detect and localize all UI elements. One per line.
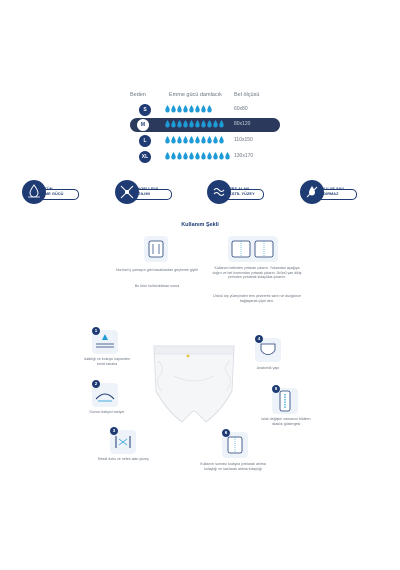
drop-icon [183, 136, 188, 144]
feature-text-1: Islaklığı ve kokuyu hapseden emici tabaka [83, 357, 131, 366]
feature-line: SIZDIRMAZ [317, 191, 339, 196]
feature-line: NEFES ALAN [224, 187, 250, 191]
feature-absorbency [22, 180, 80, 206]
drop-icon [177, 136, 182, 144]
size-badge: L [139, 135, 151, 147]
drop-icon [165, 152, 170, 160]
wear-pants-icon [144, 236, 168, 262]
feature-text-6: Kullanım sonrası kolayca yırtılarak atılma kolaylığı ve sarılarak atılma kolaylığı [200, 462, 266, 471]
drop-icon [189, 152, 194, 160]
drop-icon [213, 136, 218, 144]
drop-icon [177, 152, 182, 160]
feature-breathable [207, 180, 265, 206]
waist-size: 80x120 [234, 121, 251, 127]
feature-number-4: 4 [255, 335, 263, 343]
size-badge: XL [139, 151, 151, 163]
feature-line: TEKSTİL YÜZEY [224, 191, 255, 196]
drop-icon [189, 120, 194, 128]
size-badge: M [137, 119, 149, 131]
drop-icon [201, 105, 206, 113]
feature-number-2: 2 [92, 380, 100, 388]
drop-icon [195, 105, 200, 113]
usage-text-right-2: Ürünü dış yüzeyinden ters çevirerek sarın ve düzgünce bağlayarak çöpe atın. [213, 294, 301, 303]
absorbency-drops [165, 152, 230, 162]
feature-line: ÜSTÜN [39, 187, 53, 191]
drop-icon [195, 120, 200, 128]
usage-step-image-2 [228, 236, 278, 262]
feature-number-5: 5 [272, 385, 280, 393]
drop-icon [201, 120, 206, 128]
drop-icon [207, 120, 212, 128]
drop-icon [183, 120, 188, 128]
feature-number-3: 3 [110, 427, 118, 435]
absorbency-drops [165, 105, 212, 115]
drop-icon [165, 105, 170, 113]
drop-icon [189, 105, 194, 113]
size-row [132, 150, 262, 164]
absorbency-header: Emme gücü damlacık [169, 92, 222, 98]
drop-icon [189, 136, 194, 144]
drop-icon [177, 105, 182, 113]
usage-text-right-1: Kullanım belinden yırtarak çıkarın. Yukarıdan aşağıya doğru ve bel kısmından yırtarak çıkarın. Ürünü yan dikiş yerinden yırtılarak kolaylıkla çıkarılır. [212, 266, 302, 280]
usage-step-image-1 [144, 236, 168, 262]
waist-size: 60x80 [234, 106, 248, 112]
drop-icon [201, 136, 206, 144]
usage-text-left-2: Bu ürün kullanıldıktan sonra [134, 284, 180, 288]
feature-text-5: Islak değişim zamanını bildiren ıslaklık göstergesi [261, 417, 311, 426]
waist-header: Bel ölçüsü [234, 92, 260, 98]
waist-size: 110x150 [234, 137, 253, 143]
feature-text-3: Tekstil doku ve nefes alan yüzey [97, 457, 149, 461]
feature-text-2: Sızma önleyici bariyer [89, 410, 125, 414]
drop-icon [165, 120, 170, 128]
drop-icon [171, 136, 176, 144]
drop-icon [219, 136, 224, 144]
drop-icon [183, 152, 188, 160]
drop-icon [177, 120, 182, 128]
usage-title: Kullanım Şekli [181, 222, 219, 228]
feature-no-leak [300, 180, 358, 206]
drop-icon [219, 120, 224, 128]
size-badge: S [139, 104, 151, 116]
feature-text-4: Anatomik yapı [256, 366, 280, 370]
drop-icon [207, 136, 212, 144]
feature-distribution [115, 180, 173, 206]
drop-icon [207, 105, 212, 113]
drop-icon [195, 136, 200, 144]
drop-icon [171, 105, 176, 113]
feature-number-6: 6 [222, 429, 230, 437]
tear-off-icon [228, 236, 278, 262]
drop-icon [213, 152, 218, 160]
size-row [132, 103, 262, 117]
drop-icon [225, 152, 230, 160]
product-image [144, 336, 244, 426]
drop-icon [165, 136, 170, 144]
absorbency-drops [165, 136, 224, 146]
usage-text-left-1: Normal iç çamaşırı gibi bacaklardan geçirerek giyilir [115, 268, 199, 272]
feature-line: DAĞILIMI [132, 191, 150, 196]
drop-icon [201, 152, 206, 160]
drop-icon [183, 105, 188, 113]
drop-icon [195, 152, 200, 160]
drop-icon [219, 152, 224, 160]
feature-line: EMME GÜCÜ [39, 191, 64, 196]
size-row [130, 118, 280, 132]
size-row [132, 134, 262, 148]
drop-icon [171, 120, 176, 128]
feature-number-1: 1 [92, 327, 100, 335]
waist-size: 130x170 [234, 153, 254, 159]
drop-icon [213, 120, 218, 128]
absorbency-drops [165, 120, 224, 130]
drop-icon [207, 152, 212, 160]
feature-line: DENGELİ SIVI [132, 187, 159, 191]
feature-line: KOKU VE SIVI [317, 187, 344, 191]
drop-icon [171, 152, 176, 160]
size-header: Beden [130, 92, 146, 98]
